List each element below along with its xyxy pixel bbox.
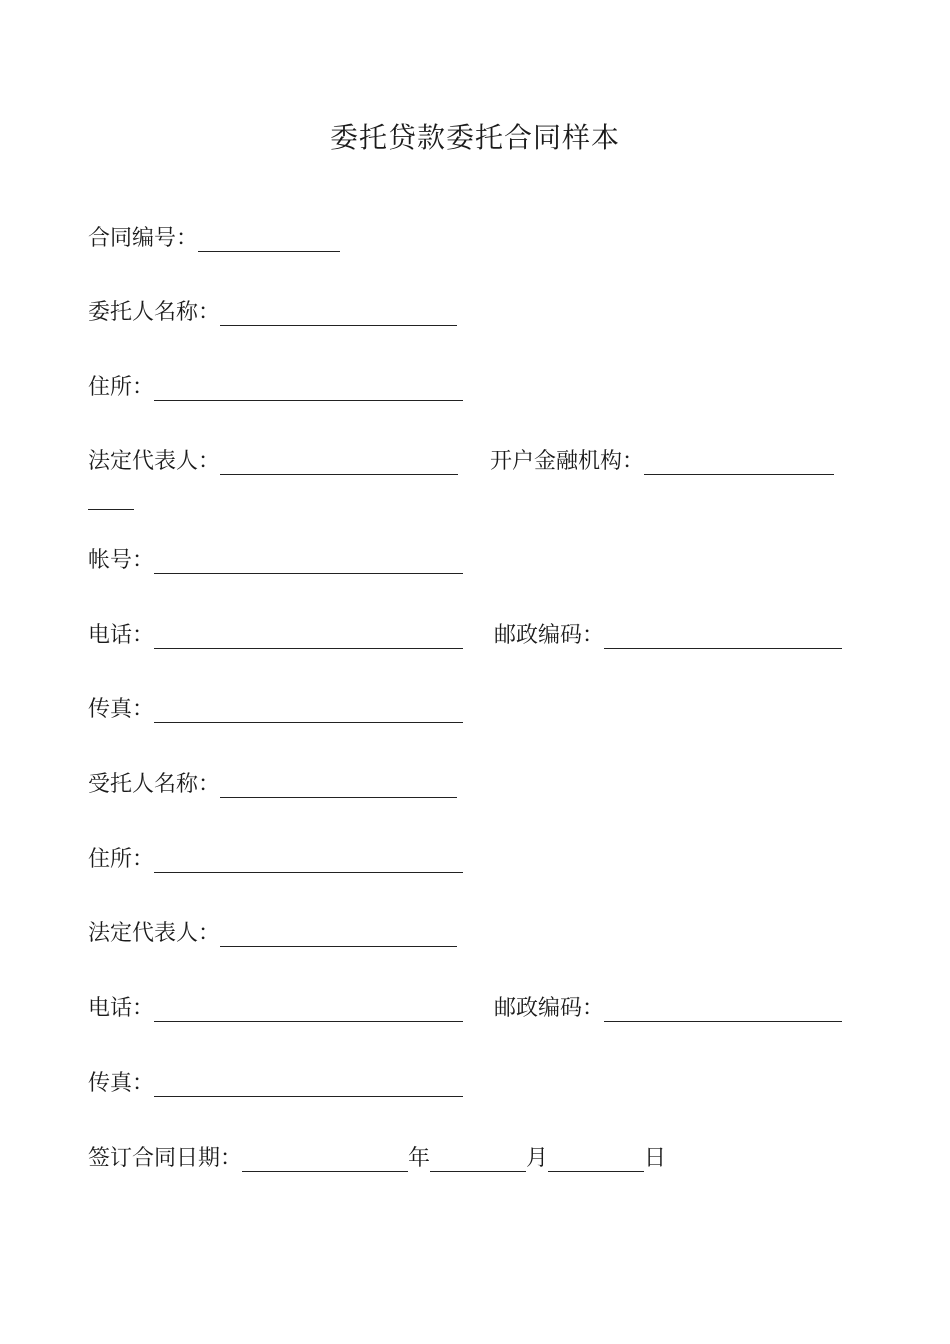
agent-postcode-label: 邮政编码： [494,996,605,1021]
sign-date-label: 签订合同日期： [88,1146,243,1171]
contract-number-row [88,220,340,254]
sign-year-label: 年 [408,1146,431,1171]
principal-postcode-label: 邮政编码： [494,623,605,648]
principal-account-label: 帐号： [88,548,155,573]
agent-legal-rep-field[interactable] [220,920,457,947]
principal-bank-field[interactable] [644,448,834,475]
principal-bank-continuation-row [88,478,134,512]
principal-phone-field[interactable] [154,622,463,649]
principal-account-field[interactable] [154,547,463,574]
agent-address-field[interactable] [154,846,463,873]
contract-number-field[interactable] [198,225,340,252]
agent-phone-label: 电话： [88,996,155,1021]
sign-date-row [88,1140,666,1174]
principal-address-row [88,369,463,403]
principal-phone-row [88,617,842,651]
agent-postcode-field[interactable] [604,995,842,1022]
principal-fax-field[interactable] [154,696,463,723]
agent-address-row [88,841,463,875]
sign-year-field[interactable] [242,1145,408,1172]
principal-address-label: 住所： [88,375,155,400]
agent-address-label: 住所： [88,847,155,872]
principal-legal-rep-row [88,443,834,477]
principal-postcode-field[interactable] [604,622,842,649]
document-title: 委托贷款委托合同样本 [329,121,620,154]
agent-phone-field[interactable] [154,995,463,1022]
agent-fax-row [88,1065,463,1099]
contract-number-label: 合同编号： [88,226,199,251]
agent-name-label: 受托人名称： [88,772,221,797]
principal-bank-field-continuation[interactable] [88,483,134,510]
principal-name-label: 委托人名称： [88,300,221,325]
agent-fax-field[interactable] [154,1070,463,1097]
sign-day-field[interactable] [548,1145,644,1172]
principal-name-row [88,294,457,328]
principal-address-field[interactable] [154,374,463,401]
agent-legal-rep-row [88,915,457,949]
principal-phone-label: 电话： [88,623,155,648]
sign-month-field[interactable] [430,1145,526,1172]
agent-legal-rep-label: 法定代表人： [88,921,221,946]
agent-fax-label: 传真： [88,1071,155,1096]
sign-month-label: 月 [526,1146,549,1171]
agent-name-row [88,766,457,800]
principal-account-row [88,542,463,576]
agent-phone-row [88,990,842,1024]
agent-name-field[interactable] [220,771,457,798]
principal-fax-label: 传真： [88,697,155,722]
principal-name-field[interactable] [220,299,457,326]
principal-legal-rep-field[interactable] [220,448,458,475]
principal-bank-label: 开户金融机构： [490,449,645,474]
principal-fax-row [88,691,463,725]
principal-legal-rep-label: 法定代表人： [88,449,221,474]
sign-day-label: 日 [644,1146,667,1171]
